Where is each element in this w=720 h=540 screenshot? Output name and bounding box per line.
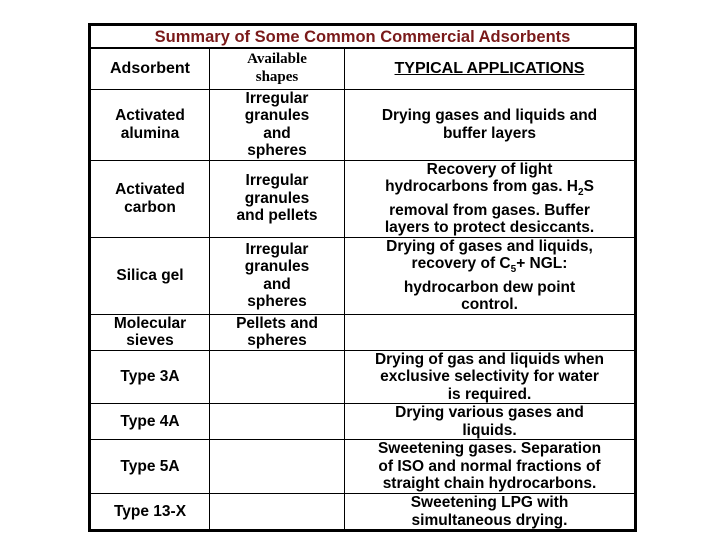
adsorbent-cell — [90, 350, 210, 404]
cell-text-line: Irregular — [245, 172, 309, 190]
adsorbent-cell — [90, 237, 210, 314]
cell-text-line: Drying various gases and — [395, 404, 584, 422]
shapes-cell — [210, 160, 345, 237]
cell-text-line: Type 4A — [120, 412, 180, 430]
applications-cell — [345, 404, 636, 440]
cell-text-line: and — [263, 124, 291, 142]
cell-text-line: spheres — [247, 142, 307, 159]
header-shapes — [210, 48, 345, 89]
cell-text-line: is required. — [447, 385, 532, 403]
shapes-cell — [210, 404, 345, 440]
shapes-cell — [210, 494, 345, 531]
table-row — [90, 237, 636, 314]
shapes-cell — [210, 237, 345, 314]
cell-text-line: control. — [461, 296, 518, 314]
applications-cell — [345, 350, 636, 404]
cell-text-line: liquids. — [462, 421, 517, 439]
applications-cell — [345, 494, 636, 531]
cell-text-line: S — [583, 178, 594, 195]
table-title: Summary of Some Common Commercial Adsorbents — [90, 25, 636, 49]
cell-text-line: spheres — [247, 332, 307, 350]
cell-text-line: spheres — [247, 293, 307, 311]
cell-text-line: Drying of gases and liquids, — [386, 237, 593, 255]
table-row — [90, 314, 636, 350]
cell-text-line: granules — [244, 258, 310, 276]
table-row — [90, 89, 636, 160]
cell-text-line: 5 — [510, 264, 517, 276]
applications-cell — [345, 440, 636, 494]
cell-text-line: alumina — [120, 124, 180, 142]
adsorbent-cell — [90, 314, 210, 350]
applications-cell — [345, 314, 636, 350]
table-row — [90, 350, 636, 404]
cell-text-line: Irregular — [245, 240, 309, 258]
shapes-cell — [210, 440, 345, 494]
cell-text-line: and — [263, 275, 291, 293]
cell-text-line: Sweetening gases. Separation — [377, 440, 602, 458]
header-adsorbent: Adsorbent — [90, 48, 210, 89]
shapes-cell — [210, 89, 345, 160]
table-row — [90, 160, 636, 237]
cell-text-line: simultaneous drying. — [411, 511, 568, 529]
cell-text-line: Molecular — [113, 314, 187, 332]
cell-text-line: Type 5A — [120, 457, 180, 475]
cell-text-line: hydrocarbon dew point — [403, 278, 576, 296]
cell-text-line: exclusive selectivity for water — [380, 368, 599, 386]
cell-text-line: layers to protect desiccants. — [384, 219, 595, 237]
cell-text-line: granules — [244, 107, 310, 124]
header-applications: TYPICAL APPLICATIONS — [345, 48, 636, 89]
applications-cell — [345, 160, 636, 237]
cell-text-line: buffer layers — [442, 124, 537, 142]
adsorbent-cell — [90, 404, 210, 440]
table-row — [90, 494, 636, 531]
cell-text-line: Silica gel — [116, 266, 184, 284]
header-row — [90, 48, 636, 89]
adsorbent-cell — [90, 440, 210, 494]
cell-text-line: Type 13-X — [113, 502, 187, 520]
adsorbent-cell — [90, 89, 210, 160]
adsorbent-cell — [90, 494, 210, 531]
applications-cell — [345, 89, 636, 160]
applications-cell — [345, 237, 636, 314]
cell-text-line: Pellets and — [236, 314, 318, 332]
cell-text-line: Drying of gas and liquids when — [374, 350, 605, 368]
table-row — [90, 404, 636, 440]
cell-text-line: carbon — [124, 198, 176, 216]
cell-text-line: Drying gases and liquids and — [381, 107, 598, 124]
cell-text-line: of ISO and normal fractions of — [378, 457, 601, 475]
header-shapes-line2: shapes — [255, 68, 299, 85]
cell-text-line: recovery of C — [411, 255, 511, 273]
title-row — [90, 25, 636, 49]
cell-text-line: Irregular — [245, 89, 309, 107]
cell-text-line: 2 — [578, 187, 584, 199]
cell-text-line: and pellets — [236, 207, 318, 225]
cell-text-line: sieves — [126, 332, 174, 350]
shapes-cell — [210, 314, 345, 350]
table-row — [90, 440, 636, 494]
cell-text-line: hydrocarbons from gas. H — [385, 178, 579, 195]
cell-text-line: Recovery of light — [426, 160, 553, 178]
cell-text-line: + NGL: — [516, 255, 568, 273]
cell-text-line: straight chain hydrocarbons. — [382, 475, 597, 493]
adsorbents-table — [88, 23, 637, 532]
adsorbent-cell — [90, 160, 210, 237]
cell-text-line: Activated — [115, 107, 185, 124]
cell-text-line: Type 3A — [120, 368, 180, 386]
cell-text-line: Activated — [115, 181, 185, 199]
header-shapes-line1: Available — [247, 51, 307, 68]
cell-text-line: granules — [244, 189, 310, 207]
cell-text-line: Sweetening LPG with — [410, 494, 569, 512]
shapes-cell — [210, 350, 345, 404]
cell-text-line: removal from gases. Buffer — [389, 201, 590, 219]
